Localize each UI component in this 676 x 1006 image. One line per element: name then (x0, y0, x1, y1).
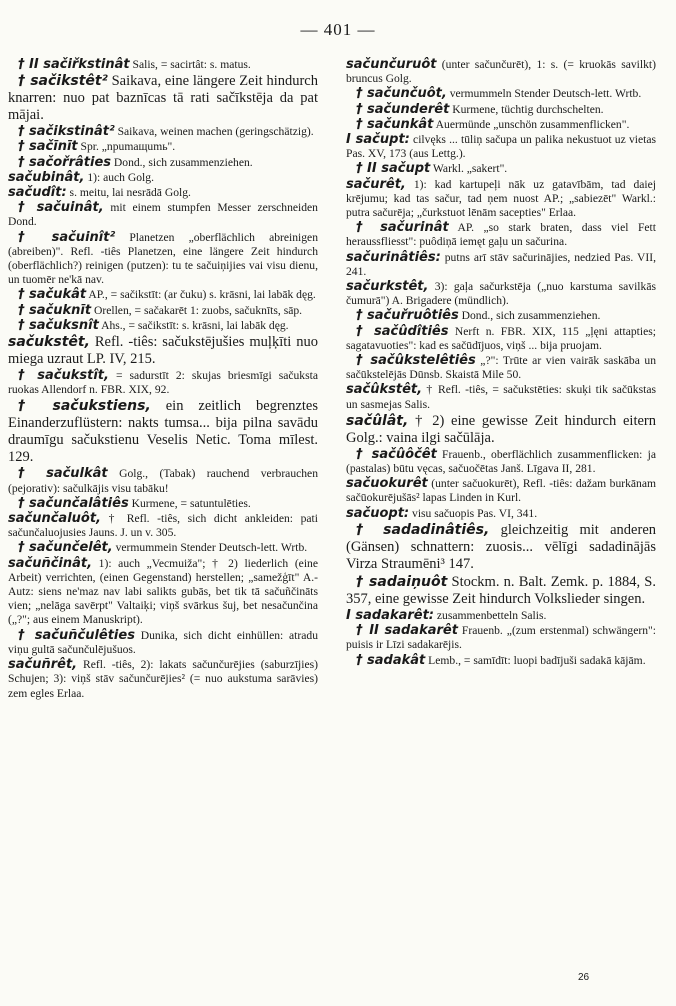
dictionary-entry (8, 319, 318, 333)
entry-definition: 3): gaļa sačurkstēja („nuo karstuma savilkās čumurā") A. Brigadere (mündlich). (346, 280, 656, 308)
dictionary-entry (8, 629, 318, 657)
entry-headword: † sačûkstelêtiês (356, 353, 476, 369)
dictionary-entry (346, 118, 656, 132)
entry-headword: I sačupt: (346, 132, 410, 148)
entry-headword: † sačunčalâtiês (18, 495, 129, 511)
dictionary-entry (346, 221, 656, 249)
entry-definition: zusammenbetteln Salis. (434, 608, 547, 622)
dictionary-entry (8, 231, 318, 288)
dictionary-entry (8, 73, 318, 124)
entry-headword: † sačûôčêt (356, 446, 437, 462)
entry-definition: gleichzeitig mit anderen (Gänsen) schnattern: zuosis... vēlīgi sadadinājās Virza Straumēni³ 147. (346, 521, 657, 572)
dictionary-entry (346, 413, 656, 447)
dictionary-entry (346, 103, 656, 117)
dictionary-entry (346, 383, 656, 411)
entry-headword: † sačunčelêt, (18, 540, 113, 556)
entry-definition: † Refl. -tiês, sich dicht ankleiden: pati sačunčaluojusies Jauns. J. un v. 305. (8, 512, 318, 540)
dictionary-entry (346, 251, 656, 279)
dictionary-entry (8, 288, 318, 302)
entry-headword: sačurinâtiês: (346, 249, 441, 265)
entry-headword: sačurkstêt, (346, 279, 429, 295)
dictionary-entry (8, 467, 318, 495)
entry-definition: Lemb., = samīdīt: luopi badījuši sadakā kājām. (425, 653, 646, 667)
entry-headword: † sačuřruôtiês (356, 308, 459, 324)
entry-headword: † sadadinâtiês, (356, 521, 490, 538)
dictionary-entry (346, 325, 656, 353)
entry-definition: 1): auch Golg. (84, 170, 154, 184)
entry-headword: † sačuinât, (18, 200, 104, 216)
page-number: — 401 — (300, 20, 376, 39)
footer-number: 26 (578, 972, 590, 983)
entry-headword: † sačukât (18, 287, 87, 303)
entry-headword: sačunčaluôt, (8, 511, 101, 527)
entry-headword: † sačuñčulêties (18, 627, 135, 643)
entry-definition: AP., = sačikstīt: (ar čuku) s. krāsni, lai labāk dęg. (86, 288, 316, 302)
entry-definition: Planetzen „oberflächlich abreinigen (abreiben)". Refl. -tiês Planetzen, eine längere Zeit hindurch (oberflächlich?) reinigen (putzen): tu te sačuiņijies vai visu dienu, un tuomēr ne'kā nav. (8, 230, 319, 287)
entry-headword: † sačunkât (356, 116, 434, 132)
entry-headword: sačûlât, (346, 412, 409, 429)
entry-headword: sačudît: (8, 185, 67, 201)
entry-headword: † sačikstinât² (18, 124, 115, 140)
entry-headword: † sačurinât (356, 220, 449, 236)
entry-definition: Nerft n. FBR. XIX, 115 „ļęni attapties; sagatavuoties": kad es sačūdījuos, viņš ... bija pruojam. (346, 324, 657, 352)
entry-definition: cilvęks ... tūliņ sačupa un palika nekustuot uz vietas Pas. XV, 173 (aus Lettg.). (346, 133, 656, 161)
entry-headword: † sačuksnît (18, 317, 99, 333)
dictionary-entry (346, 654, 656, 668)
entry-definition: † Refl. -tiês, = sačukstēties: skuķi tik sačūkstas un sasmejas Salis. (346, 383, 656, 411)
entry-headword: † sačunčuôt, (356, 86, 447, 102)
dictionary-entry (346, 133, 656, 161)
entry-definition: Saikava, weinen machen (geringschätzig). (114, 125, 314, 139)
entry-definition: † 2) eine gewisse Zeit hindurch eitern Golg.: vaina ilgi sačūlāja. (346, 412, 656, 446)
right-column (346, 58, 656, 669)
dictionary-entry (8, 156, 318, 170)
entry-definition: ein zeitlich begrenztes Einanderzuflüstern: nakts tumsa... bija pilna savādu draumīgu sačukstienu Veselis Netic. Toma mīlest. 129. (8, 398, 318, 466)
entry-headword: † II sačupt (356, 161, 431, 177)
dictionary-entry (346, 609, 656, 623)
entry-definition: Orellen, = sačakarēt 1: zuobs, sačuknīts, sāp. (91, 303, 303, 317)
entry-definition: Dunika, sich dicht einhüllen: atradu viņu gultā sačunčulējušuos. (8, 628, 318, 656)
entry-headword: † II sačiřkstinât (18, 57, 130, 72)
entry-headword: sačurêt, (346, 176, 406, 192)
dictionary-entry (346, 280, 656, 308)
dictionary-entry (8, 58, 318, 72)
entry-definition: vermummeln Stender Deutsch-lett. Wrtb. (446, 87, 642, 101)
entry-definition: Kurmene, = satuntulēties. (128, 496, 251, 510)
entry-headword: sačukstêt, (8, 334, 90, 351)
entry-definition: Ahs., = sačikstīt: s. krāsni, lai labāk dęg. (98, 318, 289, 332)
entry-definition: Frauenb. „(zum erstenmal) schwängern": puisis ir Līzi sadakarējis. (346, 624, 656, 652)
entry-headword: sačuokurêt (346, 476, 428, 492)
entry-definition: Frauenb., oberflächlich zusammenflicken: ja (pastalas) būtu vęcas, sačuočētas Janš. Līgava II, 281. (346, 447, 656, 476)
entry-headword: † sačořrâties (18, 154, 111, 170)
entry-headword: sačûkstêt, (346, 382, 423, 398)
entry-definition: s. meitu, lai nesrādā Golg. (66, 186, 191, 200)
dictionary-entry (346, 477, 656, 505)
dictionary-entry (8, 334, 318, 368)
entry-headword: † II sadakarêt (356, 623, 458, 639)
entry-definition: Dond., sich zusammenziehen. (111, 155, 253, 169)
entry-definition: Kurmene, tüchtig durchschelten. (449, 102, 604, 116)
dictionary-entry (8, 541, 318, 555)
entry-definition: (unter sačunčurēt), 1: s. (= kruokās savilkt) bruncus Golg. (346, 58, 656, 86)
entry-headword: sačuopt: (346, 505, 410, 521)
entry-definition: Salis, = sacirtât: s. matus. (129, 58, 251, 71)
entry-definition: AP. „so stark braten, dass viel Fett heraussfliesst": puôdiņā iemęt gaļu un sačurina. (346, 221, 656, 249)
entry-headword: † sačīnīt (18, 139, 78, 155)
dictionary-entry (346, 522, 656, 573)
dictionary-entry (346, 574, 656, 608)
dictionary-entry (346, 58, 656, 86)
entry-definition: „?": Trūte ar vien vairāk saskāba un sačūkstelējās Dūnsb. Skaistā Mile 50. (346, 354, 656, 382)
dictionary-entry (8, 201, 318, 229)
entry-headword: † sačikstêt² (18, 73, 108, 90)
dictionary-entry (346, 87, 656, 101)
dictionary-entry (346, 354, 656, 382)
entry-definition: Stockm. n. Balt. Zemk. p. 1884, S. 357, eine gewisse Zeit hindurch Volkslieder singen. (346, 573, 656, 607)
dictionary-entry (8, 140, 318, 154)
entry-headword: † sadaiņuôt (356, 573, 448, 590)
entry-headword: I sadakarêt: (346, 607, 435, 623)
entry-definition: Spr. „npumaщumь". (77, 140, 176, 154)
dictionary-entry (8, 512, 318, 540)
entry-definition: vermummein Stender Deutsch-lett. Wrtb. (112, 541, 308, 555)
entry-definition: Refl. -tiês, 2): lakats sačunčurējies (saburzījies) Schujen; 3): viņš stāv sačunčurējies² (= nuo aukstuma sarāvies) zem egles Erlaa. (8, 658, 318, 700)
entry-definition: putns arī stāv sačurinājies, nedzied Pas. VII, 241. (346, 250, 656, 278)
dictionary-entry (346, 178, 656, 221)
entry-headword: sačunčuruôt (346, 57, 437, 72)
entry-headword: † sačuinît² (18, 229, 116, 245)
entry-definition: = sadurstīt 2: skujas briesmīgi sačuksta ruokas Allendorf n. FBR. XIX, 92. (8, 369, 318, 397)
entry-definition: mit einem stumpfen Messer zerschneiden Dond. (8, 201, 318, 229)
entry-headword: sačuñrêt, (8, 657, 78, 673)
entry-headword: sačubinât, (8, 169, 85, 185)
entry-definition: Golg., (Tabak) rauchend verbrauchen (pejorativ): sačulkājis visu tabāku! (8, 467, 319, 495)
entry-definition: visu sačuopis Pas. VI, 341. (409, 506, 538, 520)
entry-headword: sačuñčinât, (8, 555, 93, 571)
dictionary-entry (8, 369, 318, 397)
left-column (8, 58, 318, 702)
entry-definition: (unter sačuokurēt), Refl. -tiês: dažam burkānam sačūokurējušās² lapas Linden in Kurl. (346, 477, 656, 505)
dictionary-entry (8, 398, 318, 466)
entry-headword: † sačukstiens, (18, 398, 151, 415)
dictionary-entry (8, 658, 318, 701)
entry-definition: Warkl. „sakert". (430, 162, 508, 176)
entry-definition: Saikava, eine längere Zeit hindurch knarren: nuo pat baznīcas tā rati sačīkstēja da pat mājai. (8, 73, 318, 124)
entry-headword: † sačulkât (18, 466, 108, 482)
dictionary-entry (8, 186, 318, 200)
dictionary-entry (8, 171, 318, 185)
entry-definition: 1): auch „Vecmuiža"; † 2) liederlich (eine Arbeit) verrichten, (einen Gegenstand) herstellen; „samežģīt" A.-Autz: siens ne'maz nav labi salikts gubās, bet tik tā sačuñčināts vien; „nelāga savērpt" Valtaiķi; viņš svārkus šuj, bet nesačunčina („?"; aus einem Manuskript). (8, 556, 318, 627)
dictionary-entry (8, 125, 318, 139)
dictionary-entry (346, 624, 656, 652)
entry-definition: 1): kad kartupeļi nāk uz gatavībām, tad daiej krējumu; kad tas sačur, tad ņem nuost AP.; „sabiezēt" Warkl.: putra sačurēja; „čurkstuot lēnām sacepties" Erlaa. (346, 177, 656, 220)
dictionary-entry (8, 557, 318, 628)
dictionary-entry (346, 162, 656, 176)
entry-definition: Refl. -tiês: sačukstējušies muļķīti nuo miega uzraut LP. IV, 215. (8, 334, 318, 368)
entry-definition: Auermünde „unschön zusammenflicken". (433, 117, 630, 131)
entry-headword: † sadakât (356, 652, 426, 668)
dictionary-entry (8, 497, 318, 511)
entry-headword: † sačuknīt (18, 302, 92, 318)
entry-headword: † sačûdîtiês (356, 323, 449, 339)
entry-headword: † sačukstît, (18, 368, 109, 384)
dictionary-entry (8, 304, 318, 318)
entry-headword: † sačunderêt (356, 101, 450, 117)
entry-definition: Dond., sich zusammenziehen. (458, 309, 601, 323)
dictionary-entry (346, 448, 656, 476)
dictionary-entry (346, 507, 656, 521)
dictionary-entry (346, 309, 656, 323)
